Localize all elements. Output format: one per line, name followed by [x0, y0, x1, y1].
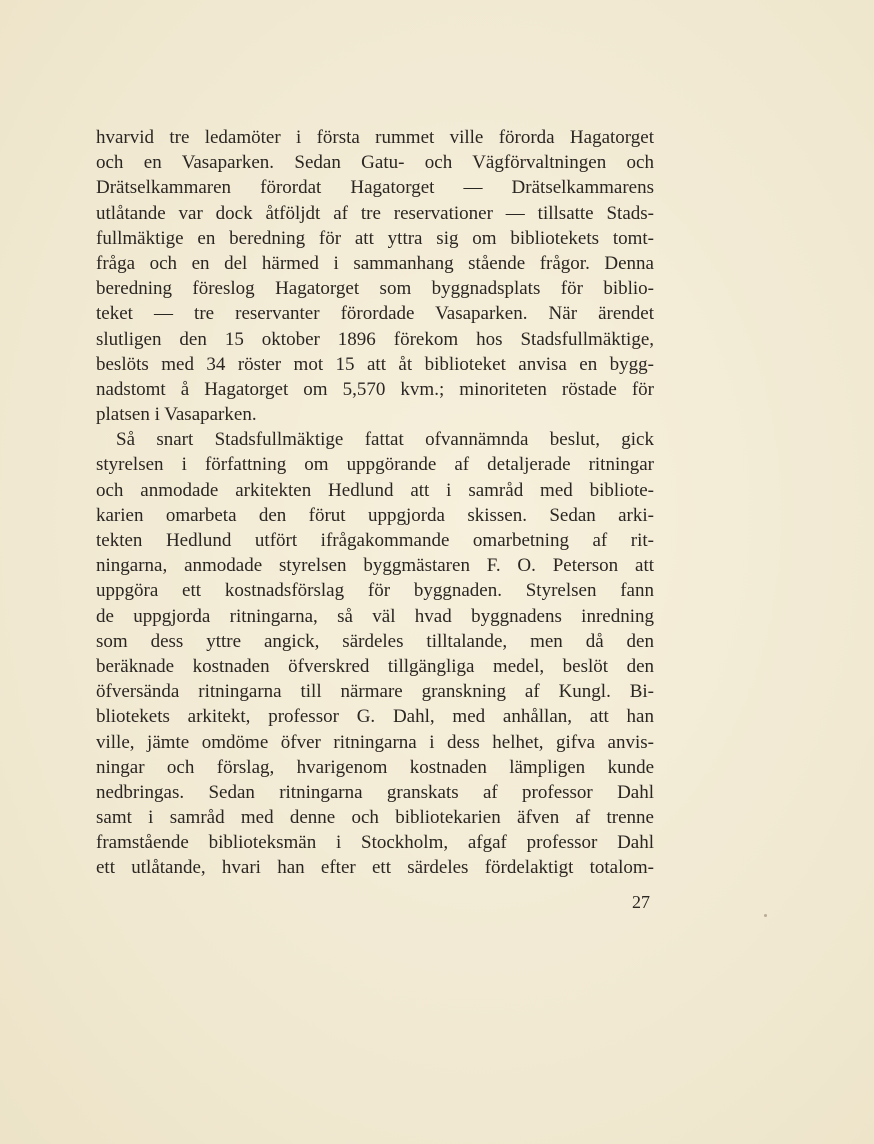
text-line: framstående biblioteksmän i Stockholm, afgaf professor Dahl	[96, 832, 654, 854]
text-line: som dess yttre angick, särdeles tilltalande, men då den	[96, 630, 654, 652]
text-line: ville, jämte omdöme öfver ritningarna i dess helhet, gifva anvis-	[96, 731, 654, 753]
text-line: och en Vasaparken. Sedan Gatu- och Vägförvaltningen och	[96, 152, 654, 174]
text-line: beslöts med 34 röster mot 15 att åt biblioteket anvisa en bygg-	[96, 353, 654, 375]
text-line: beredning föreslog Hagatorget som byggnadsplats för biblio-	[96, 278, 654, 300]
text-line: utlåtande var dock åtföljdt af tre reservationer — tillsatte Stads-	[96, 202, 654, 224]
body-text	[96, 125, 654, 881]
text-line: ett utlåtande, hvari han efter ett särdeles fördelaktigt totalom-	[96, 857, 654, 879]
text-line: platsen i Vasaparken.	[96, 404, 257, 426]
text-line: och anmodade arkitekten Hedlund att i samråd med bibliote-	[96, 479, 654, 501]
text-line: slutligen den 15 oktober 1896 förekom hos Stadsfullmäktige,	[96, 328, 654, 350]
text-line: karien omarbeta den förut uppgjorda skissen. Sedan arki-	[96, 504, 654, 526]
text-line: de uppgjorda ritningarna, så väl hvad byggnadens inredning	[96, 605, 654, 627]
paper-speck	[764, 914, 767, 917]
text-line: uppgöra ett kostnadsförslag för byggnaden. Styrelsen fann	[96, 580, 654, 602]
text-line: styrelsen i författning om uppgörande af detaljerade ritningar	[96, 454, 654, 476]
text-line: ningar och förslag, hvarigenom kostnaden lämpligen kunde	[96, 756, 654, 778]
text-line: bliotekets arkitekt, professor G. Dahl, med anhållan, att han	[96, 706, 654, 728]
text-line: Så snart Stadsfullmäktige fattat ofvannämnda beslut, gick	[116, 429, 654, 451]
text-line: fråga och en del härmed i sammanhang stående frågor. Denna	[96, 252, 654, 274]
text-line: öfversända ritningarna till närmare granskning af Kungl. Bi-	[96, 681, 654, 703]
text-line: Drätselkammaren förordat Hagatorget — Drätselkammarens	[96, 177, 654, 199]
text-line: beräknade kostnaden öfverskred tillgängliga medel, beslöt den	[96, 655, 654, 677]
text-line: hvarvid tre ledamöter i första rummet ville förorda Hagatorget	[96, 127, 654, 148]
text-line: fullmäktige en beredning för att yttra sig om bibliotekets tomt-	[96, 227, 654, 249]
text-line: teket — tre reservanter förordade Vasaparken. När ärendet	[96, 303, 654, 325]
text-line: nadstomt å Hagatorget om 5,570 kvm.; minoriteten röstade för	[96, 378, 654, 400]
text-line: ningarna, anmodade styrelsen byggmästaren F. O. Peterson att	[96, 555, 654, 577]
page-number: 27	[632, 892, 650, 912]
text-line: samt i samråd med denne och bibliotekarien äfven af trenne	[96, 807, 654, 829]
text-line: tekten Hedlund utfört ifrågakommande omarbetning af rit-	[96, 530, 654, 551]
text-line: nedbringas. Sedan ritningarna granskats af professor Dahl	[96, 781, 654, 803]
